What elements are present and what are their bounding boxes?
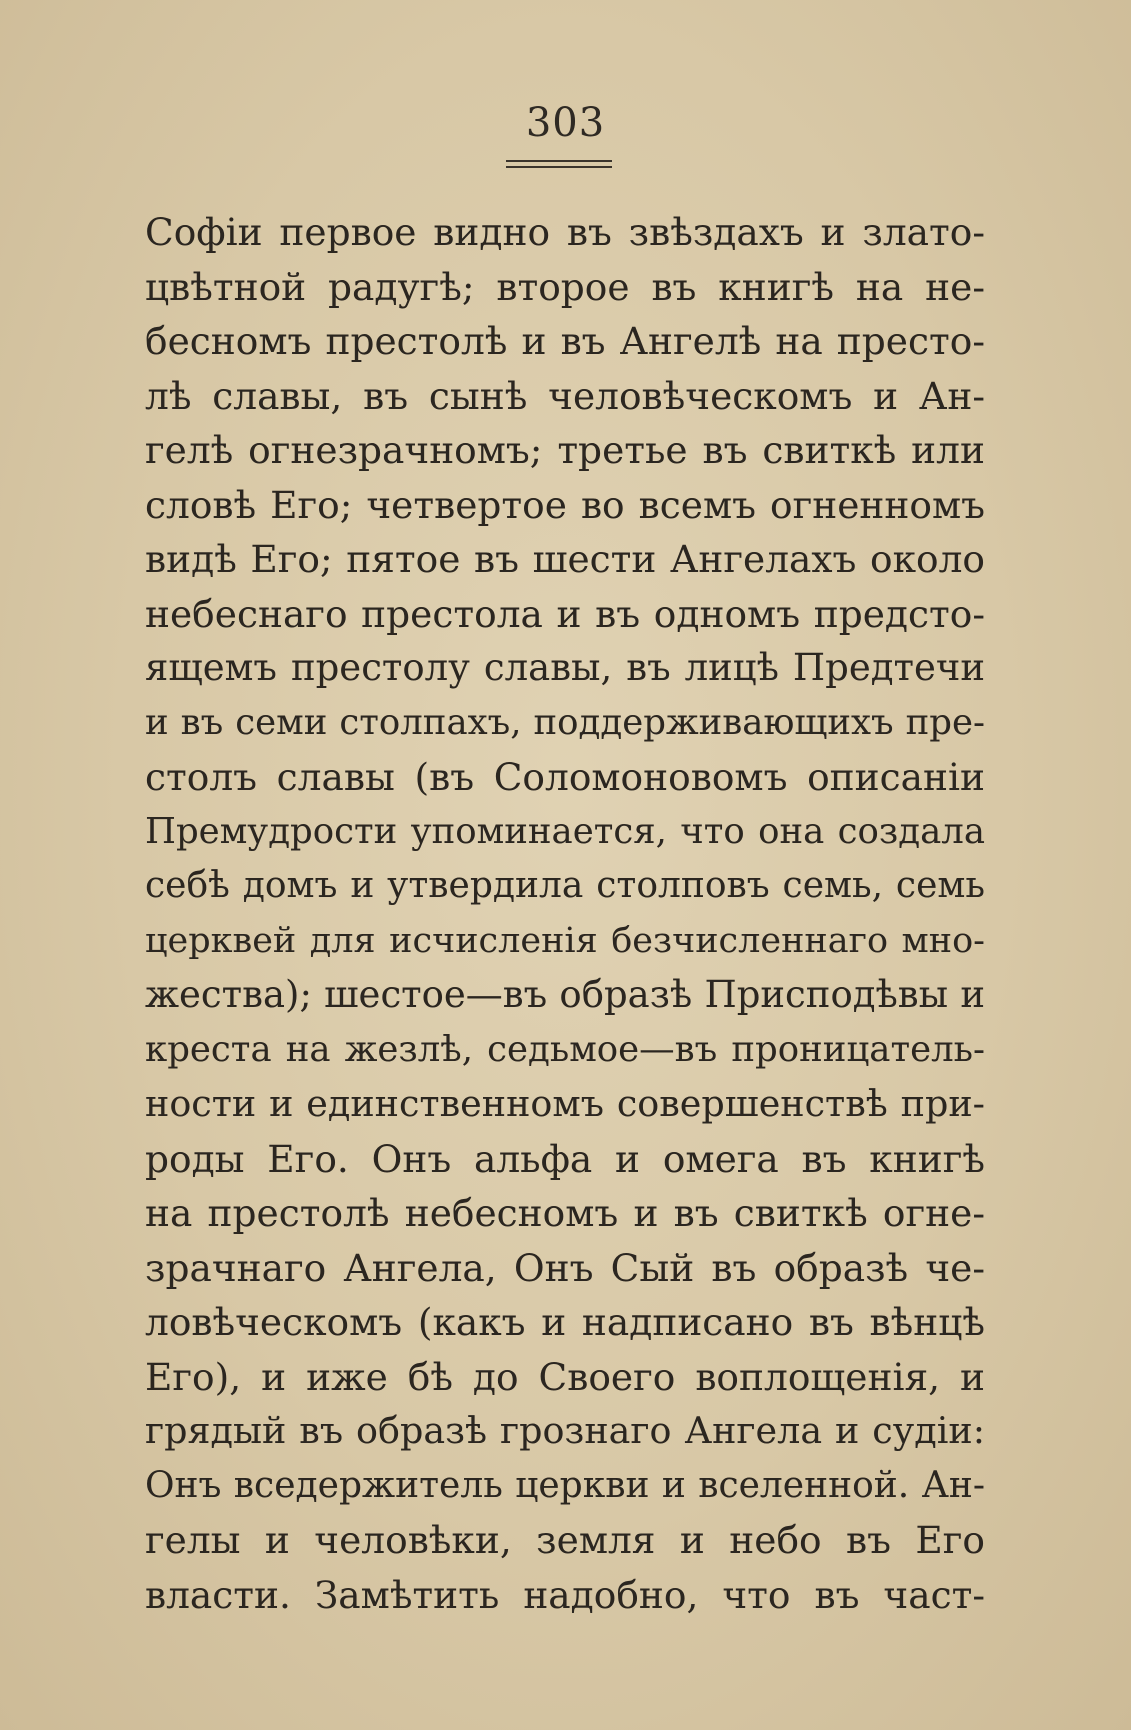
text-line: Софіи первое видно въ звѣздахъ и злато-	[145, 210, 985, 254]
text-line: цвѣтной радугѣ; второе въ книгѣ на не-	[145, 264, 985, 309]
text-line: бесномъ престолѣ и въ Ангелѣ на престо-	[145, 319, 985, 363]
text-line: лѣ славы, въ сынѣ человѣческомъ и Ан-	[145, 373, 985, 418]
text-line: небеснаго престола и въ одномъ предсто-	[145, 591, 985, 636]
text-line: ности и единственномъ совершенствѣ при-	[145, 1082, 985, 1125]
text-line: грядый въ образѣ грознаго Ангела и судіи:	[145, 1409, 985, 1452]
header-rule-bottom	[506, 166, 612, 168]
text-line: власти. Замѣтить надобно, что въ част-	[145, 1572, 985, 1617]
body-text	[145, 205, 985, 1622]
text-line: Онъ вседержитель церкви и вселенной. Ан-	[145, 1464, 985, 1506]
text-line: гелѣ огнезрачномъ; третье въ свиткѣ или	[145, 428, 985, 472]
text-line: ящемъ престолу славы, въ лицѣ Предтечи	[145, 646, 985, 689]
text-line: словѣ Его; четвертое во всемъ огненномъ	[145, 482, 985, 527]
text-line: Премудрости упоминается, что она создала	[145, 810, 985, 852]
text-line: ловѣческомъ (какъ и надписано въ вѣнцѣ	[145, 1300, 985, 1344]
text-line: гелы и человѣки, земля и небо въ Его	[145, 1518, 985, 1562]
text-line: и въ семи столпахъ, поддерживающихъ пре-	[145, 701, 985, 743]
text-line: зрачнаго Ангела, Онъ Сый въ образѣ че-	[145, 1245, 985, 1290]
text-line: Его), и иже бѣ до Своего воплощенія, и	[145, 1354, 985, 1399]
text-line: жества); шестое—въ образѣ Присподѣвы и	[145, 973, 985, 1016]
text-line: церквей для исчисленія безчисленнаго мно-	[145, 920, 985, 961]
text-line: видѣ Его; пятое въ шести Ангелахъ около	[145, 537, 985, 581]
text-line: себѣ домъ и утвердила столповъ семь, семь	[145, 865, 985, 906]
text-line: на престолѣ небесномъ и въ свиткѣ огне-	[145, 1191, 985, 1235]
header-rule-top	[506, 160, 612, 162]
page-number: 303	[525, 100, 606, 146]
text-line: креста на жезлѣ, седьмое—въ проницатель-	[145, 1028, 985, 1070]
text-line: столъ славы (въ Соломоновомъ описаніи	[145, 755, 985, 799]
text-line: роды Его. Онъ альфа и омега въ книгѣ	[145, 1136, 985, 1181]
